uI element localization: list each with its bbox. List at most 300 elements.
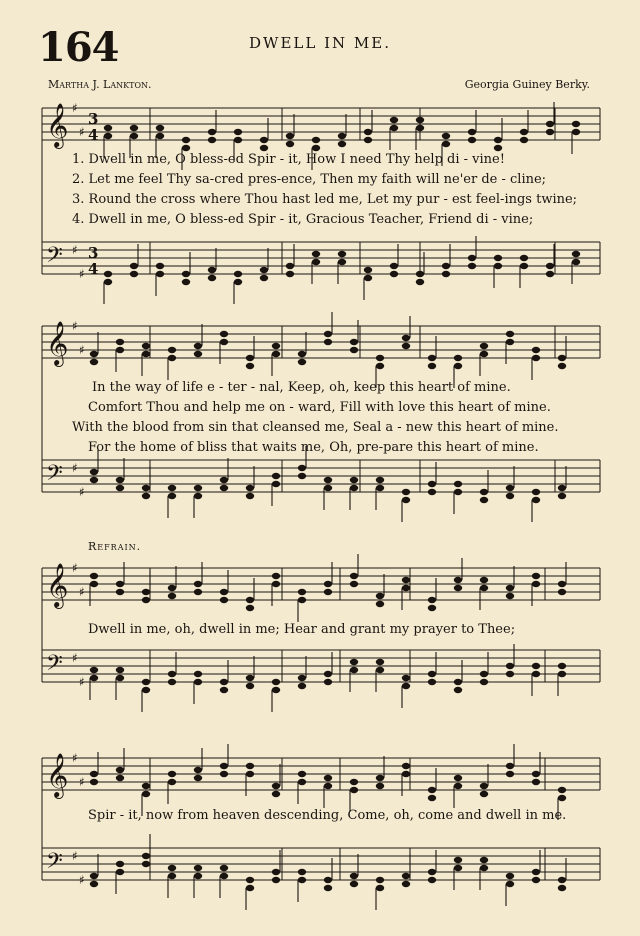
note-head <box>454 775 462 781</box>
note-head <box>558 589 566 595</box>
note-head <box>246 675 254 681</box>
note-head <box>220 763 228 769</box>
note-head <box>324 775 332 781</box>
note-head <box>506 881 514 887</box>
note-head <box>390 271 398 277</box>
note-head <box>350 659 358 665</box>
note-head <box>350 779 358 785</box>
verse-1-line-1: 1. Dwell in me, O bless-ed Spir - it, How I need Thy help di - vine! <box>72 152 505 167</box>
note-head <box>142 493 150 499</box>
note-head <box>116 861 124 867</box>
note-head <box>260 275 268 281</box>
note-head <box>324 589 332 595</box>
note-head <box>494 255 502 261</box>
note-head <box>312 251 320 257</box>
note-head <box>194 343 202 349</box>
note-head <box>142 853 150 859</box>
note-head <box>532 877 540 883</box>
sharp-icon: ♯ <box>72 101 78 115</box>
note-head <box>116 869 124 875</box>
note-head <box>142 687 150 693</box>
note-head <box>116 581 124 587</box>
note-head <box>402 881 410 887</box>
note-head <box>142 597 150 603</box>
note-head <box>506 485 514 491</box>
note-head <box>350 573 358 579</box>
sharp-icon: ♯ <box>72 243 78 257</box>
note-head <box>208 137 216 143</box>
verse-2-line-2: Comfort Thou and help me on - ward, Fill with love this heart of mine. <box>88 400 551 415</box>
note-head <box>324 679 332 685</box>
note-head <box>454 585 462 591</box>
note-head <box>298 877 306 883</box>
note-head <box>90 359 98 365</box>
note-head <box>558 671 566 677</box>
note-head <box>116 667 124 673</box>
note-head <box>546 121 554 127</box>
note-head <box>338 133 346 139</box>
sharp-icon: ♯ <box>72 751 78 765</box>
note-head <box>454 577 462 583</box>
note-head <box>558 581 566 587</box>
bass-clef-icon: 𝄢 <box>46 651 63 681</box>
note-head <box>286 271 294 277</box>
note-head <box>364 267 372 273</box>
note-head <box>168 585 176 591</box>
note-head <box>506 331 514 337</box>
note-head <box>364 137 372 143</box>
note-head <box>390 263 398 269</box>
note-head <box>142 791 150 797</box>
sharp-icon: ♯ <box>79 775 85 789</box>
note-head <box>168 355 176 361</box>
note-head <box>272 877 280 883</box>
note-head <box>246 493 254 499</box>
note-head <box>494 145 502 151</box>
note-head <box>272 481 280 487</box>
note-head <box>194 351 202 357</box>
note-head <box>454 355 462 361</box>
time-signature: 3 <box>88 110 99 128</box>
composer-credit: Georgia Guiney Berky. <box>464 78 590 91</box>
note-head <box>272 581 280 587</box>
note-head <box>246 763 254 769</box>
note-head <box>194 679 202 685</box>
note-head <box>454 687 462 693</box>
verse-3-line-2: With the blood from sin that cleansed me, Seal a - new this heart of mine. <box>72 420 559 435</box>
note-head <box>558 355 566 361</box>
note-head <box>182 271 190 277</box>
note-head <box>546 271 554 277</box>
note-head <box>156 263 164 269</box>
note-head <box>116 477 124 483</box>
treble-clef-icon: 𝄞 <box>46 563 69 607</box>
note-head <box>208 129 216 135</box>
note-head <box>520 263 528 269</box>
note-head <box>506 593 514 599</box>
note-head <box>532 663 540 669</box>
note-head <box>246 597 254 603</box>
note-head <box>324 783 332 789</box>
bass-clef-icon: 𝄢 <box>46 849 63 879</box>
note-head <box>142 861 150 867</box>
note-head <box>532 355 540 361</box>
note-head <box>428 671 436 677</box>
note-head <box>546 263 554 269</box>
hymn-number: 164 <box>38 24 119 71</box>
note-head <box>260 145 268 151</box>
note-head <box>246 355 254 361</box>
note-head <box>558 363 566 369</box>
note-head <box>428 355 436 361</box>
note-head <box>572 129 580 135</box>
note-head <box>90 573 98 579</box>
sharp-icon: ♯ <box>79 485 85 499</box>
note-head <box>546 129 554 135</box>
note-head <box>364 129 372 135</box>
note-head <box>350 477 358 483</box>
note-head <box>506 671 514 677</box>
note-head <box>142 589 150 595</box>
note-head <box>194 671 202 677</box>
note-head <box>220 597 228 603</box>
note-head <box>324 885 332 891</box>
note-head <box>350 581 358 587</box>
note-head <box>376 659 384 665</box>
note-head <box>480 343 488 349</box>
note-head <box>376 667 384 673</box>
note-head <box>520 129 528 135</box>
note-head <box>116 767 124 773</box>
note-head <box>428 605 436 611</box>
note-head <box>506 763 514 769</box>
note-head <box>168 873 176 879</box>
sharp-icon: ♯ <box>79 585 85 599</box>
note-head <box>350 881 358 887</box>
note-head <box>142 351 150 357</box>
note-head <box>376 477 384 483</box>
note-head <box>338 251 346 257</box>
note-head <box>130 125 138 131</box>
note-head <box>286 141 294 147</box>
note-head <box>260 267 268 273</box>
note-head <box>324 877 332 883</box>
note-head <box>494 263 502 269</box>
bass-clef-icon: 𝄢 <box>46 461 63 491</box>
note-head <box>338 141 346 147</box>
note-head <box>480 489 488 495</box>
note-head <box>272 473 280 479</box>
note-head <box>428 795 436 801</box>
note-head <box>558 493 566 499</box>
author-credit: Martha J. Lankton. <box>48 78 152 91</box>
note-head <box>90 881 98 887</box>
note-head <box>220 865 228 871</box>
note-head <box>272 679 280 685</box>
note-head <box>428 489 436 495</box>
note-head <box>156 271 164 277</box>
sharp-icon: ♯ <box>79 675 85 689</box>
note-head <box>234 129 242 135</box>
note-head <box>324 485 332 491</box>
sharp-icon: ♯ <box>72 461 78 475</box>
note-head <box>312 137 320 143</box>
note-head <box>468 129 476 135</box>
note-head <box>220 679 228 685</box>
note-head <box>376 593 384 599</box>
note-head <box>312 145 320 151</box>
note-head <box>454 857 462 863</box>
note-head <box>350 667 358 673</box>
note-head <box>558 795 566 801</box>
note-head <box>130 133 138 139</box>
note-head <box>480 791 488 797</box>
note-head <box>454 481 462 487</box>
note-head <box>324 477 332 483</box>
note-head <box>298 465 306 471</box>
note-head <box>468 263 476 269</box>
treble-clef-icon: 𝄞 <box>46 103 69 147</box>
note-head <box>350 339 358 345</box>
note-head <box>90 771 98 777</box>
bass-clef-icon: 𝄢 <box>46 243 63 273</box>
note-head <box>558 663 566 669</box>
note-head <box>272 343 280 349</box>
note-head <box>428 787 436 793</box>
note-head <box>532 869 540 875</box>
note-head <box>182 279 190 285</box>
note-head <box>298 779 306 785</box>
note-head <box>376 485 384 491</box>
refrain-line-1: Dwell in me, oh, dwell in me; Hear and grant my prayer to Thee; <box>88 622 516 637</box>
note-head <box>90 873 98 879</box>
note-head <box>194 581 202 587</box>
note-head <box>182 145 190 151</box>
note-head <box>454 489 462 495</box>
note-head <box>376 885 384 891</box>
note-head <box>442 133 450 139</box>
note-head <box>480 497 488 503</box>
note-head <box>234 279 242 285</box>
note-head <box>480 577 488 583</box>
note-head <box>104 125 112 131</box>
note-head <box>104 271 112 277</box>
note-head <box>168 865 176 871</box>
note-head <box>350 873 358 879</box>
note-head <box>246 877 254 883</box>
note-head <box>572 251 580 257</box>
note-head <box>558 885 566 891</box>
note-head <box>506 771 514 777</box>
sharp-icon: ♯ <box>79 125 85 139</box>
note-head <box>156 125 164 131</box>
note-head <box>194 485 202 491</box>
note-head <box>182 137 190 143</box>
note-head <box>532 671 540 677</box>
note-head <box>246 363 254 369</box>
note-head <box>350 347 358 353</box>
note-head <box>272 351 280 357</box>
note-head <box>454 783 462 789</box>
note-head <box>220 477 228 483</box>
note-head <box>156 133 164 139</box>
verse-2-line-1: 2. Let me feel Thy sa-cred pres-ence, Then my faith will ne'er de - cline; <box>72 172 547 187</box>
note-head <box>506 663 514 669</box>
note-head <box>442 263 450 269</box>
note-head <box>572 259 580 265</box>
note-head <box>90 779 98 785</box>
note-head <box>312 259 320 265</box>
note-head <box>416 279 424 285</box>
note-head <box>402 343 410 349</box>
note-head <box>428 597 436 603</box>
note-head <box>168 779 176 785</box>
note-head <box>402 763 410 769</box>
note-head <box>142 485 150 491</box>
note-head <box>272 783 280 789</box>
note-head <box>168 671 176 677</box>
refrain-line-2: Spir - it, now from heaven descending, Come, oh, come and dwell in me. <box>88 808 567 823</box>
note-head <box>116 589 124 595</box>
note-head <box>90 477 98 483</box>
note-head <box>402 873 410 879</box>
note-head <box>520 137 528 143</box>
note-head <box>298 351 306 357</box>
note-head <box>454 865 462 871</box>
note-head <box>298 683 306 689</box>
note-head <box>428 869 436 875</box>
note-head <box>350 787 358 793</box>
note-head <box>286 133 294 139</box>
note-head <box>116 339 124 345</box>
note-head <box>532 573 540 579</box>
note-head <box>402 585 410 591</box>
time-signature: 4 <box>88 126 99 144</box>
hymn-title: DWELL IN ME. <box>249 34 391 52</box>
note-head <box>480 351 488 357</box>
note-head <box>208 275 216 281</box>
note-head <box>416 125 424 131</box>
time-signature: 4 <box>88 260 99 278</box>
note-head <box>194 767 202 773</box>
note-head <box>480 783 488 789</box>
note-head <box>402 489 410 495</box>
sharp-icon: ♯ <box>79 873 85 887</box>
note-head <box>220 331 228 337</box>
note-head <box>194 873 202 879</box>
note-head <box>168 347 176 353</box>
note-head <box>116 775 124 781</box>
verse-3-line-1: 3. Round the cross where Thou hast led me, Let my pur - est feel-ings twine; <box>72 192 578 207</box>
note-head <box>220 589 228 595</box>
note-head <box>168 485 176 491</box>
note-head <box>402 335 410 341</box>
note-head <box>194 493 202 499</box>
note-head <box>246 885 254 891</box>
refrain-label: Refrain. <box>88 540 142 553</box>
note-head <box>402 771 410 777</box>
note-head <box>142 783 150 789</box>
note-head <box>494 137 502 143</box>
note-head <box>260 137 268 143</box>
note-head <box>338 259 346 265</box>
note-head <box>454 363 462 369</box>
note-head <box>350 485 358 491</box>
note-head <box>506 339 514 345</box>
sharp-icon: ♯ <box>72 849 78 863</box>
treble-clef-icon: 𝄞 <box>46 321 69 365</box>
note-head <box>90 667 98 673</box>
note-head <box>220 339 228 345</box>
note-head <box>90 469 98 475</box>
note-head <box>428 363 436 369</box>
note-head <box>376 601 384 607</box>
note-head <box>130 271 138 277</box>
note-head <box>506 585 514 591</box>
note-head <box>480 865 488 871</box>
note-head <box>116 675 124 681</box>
note-head <box>168 679 176 685</box>
note-head <box>402 577 410 583</box>
sharp-icon: ♯ <box>72 561 78 575</box>
note-head <box>376 877 384 883</box>
note-head <box>104 279 112 285</box>
note-head <box>272 869 280 875</box>
note-head <box>324 581 332 587</box>
verse-1-line-2: In the way of life e - ter - nal, Keep, oh, keep this heart of mine. <box>92 380 511 395</box>
note-head <box>220 771 228 777</box>
note-head <box>272 687 280 693</box>
note-head <box>428 877 436 883</box>
sharp-icon: ♯ <box>79 343 85 357</box>
note-head <box>480 585 488 591</box>
note-head <box>298 675 306 681</box>
note-head <box>376 363 384 369</box>
note-head <box>104 133 112 139</box>
note-head <box>246 605 254 611</box>
note-head <box>416 117 424 123</box>
note-head <box>402 497 410 503</box>
note-head <box>324 671 332 677</box>
note-head <box>480 671 488 677</box>
sharp-icon: ♯ <box>72 319 78 333</box>
note-head <box>376 355 384 361</box>
note-head <box>90 351 98 357</box>
note-head <box>246 485 254 491</box>
note-head <box>558 485 566 491</box>
note-head <box>272 791 280 797</box>
note-head <box>90 675 98 681</box>
note-head <box>428 481 436 487</box>
note-head <box>298 771 306 777</box>
note-head <box>520 255 528 261</box>
note-head <box>572 121 580 127</box>
note-head <box>454 679 462 685</box>
note-head <box>506 873 514 879</box>
note-head <box>442 271 450 277</box>
note-head <box>168 771 176 777</box>
note-head <box>246 771 254 777</box>
note-head <box>468 137 476 143</box>
note-head <box>220 873 228 879</box>
note-head <box>194 589 202 595</box>
note-head <box>116 347 124 353</box>
sharp-icon: ♯ <box>72 651 78 665</box>
note-head <box>234 137 242 143</box>
note-head <box>142 679 150 685</box>
note-head <box>532 497 540 503</box>
note-head <box>130 263 138 269</box>
